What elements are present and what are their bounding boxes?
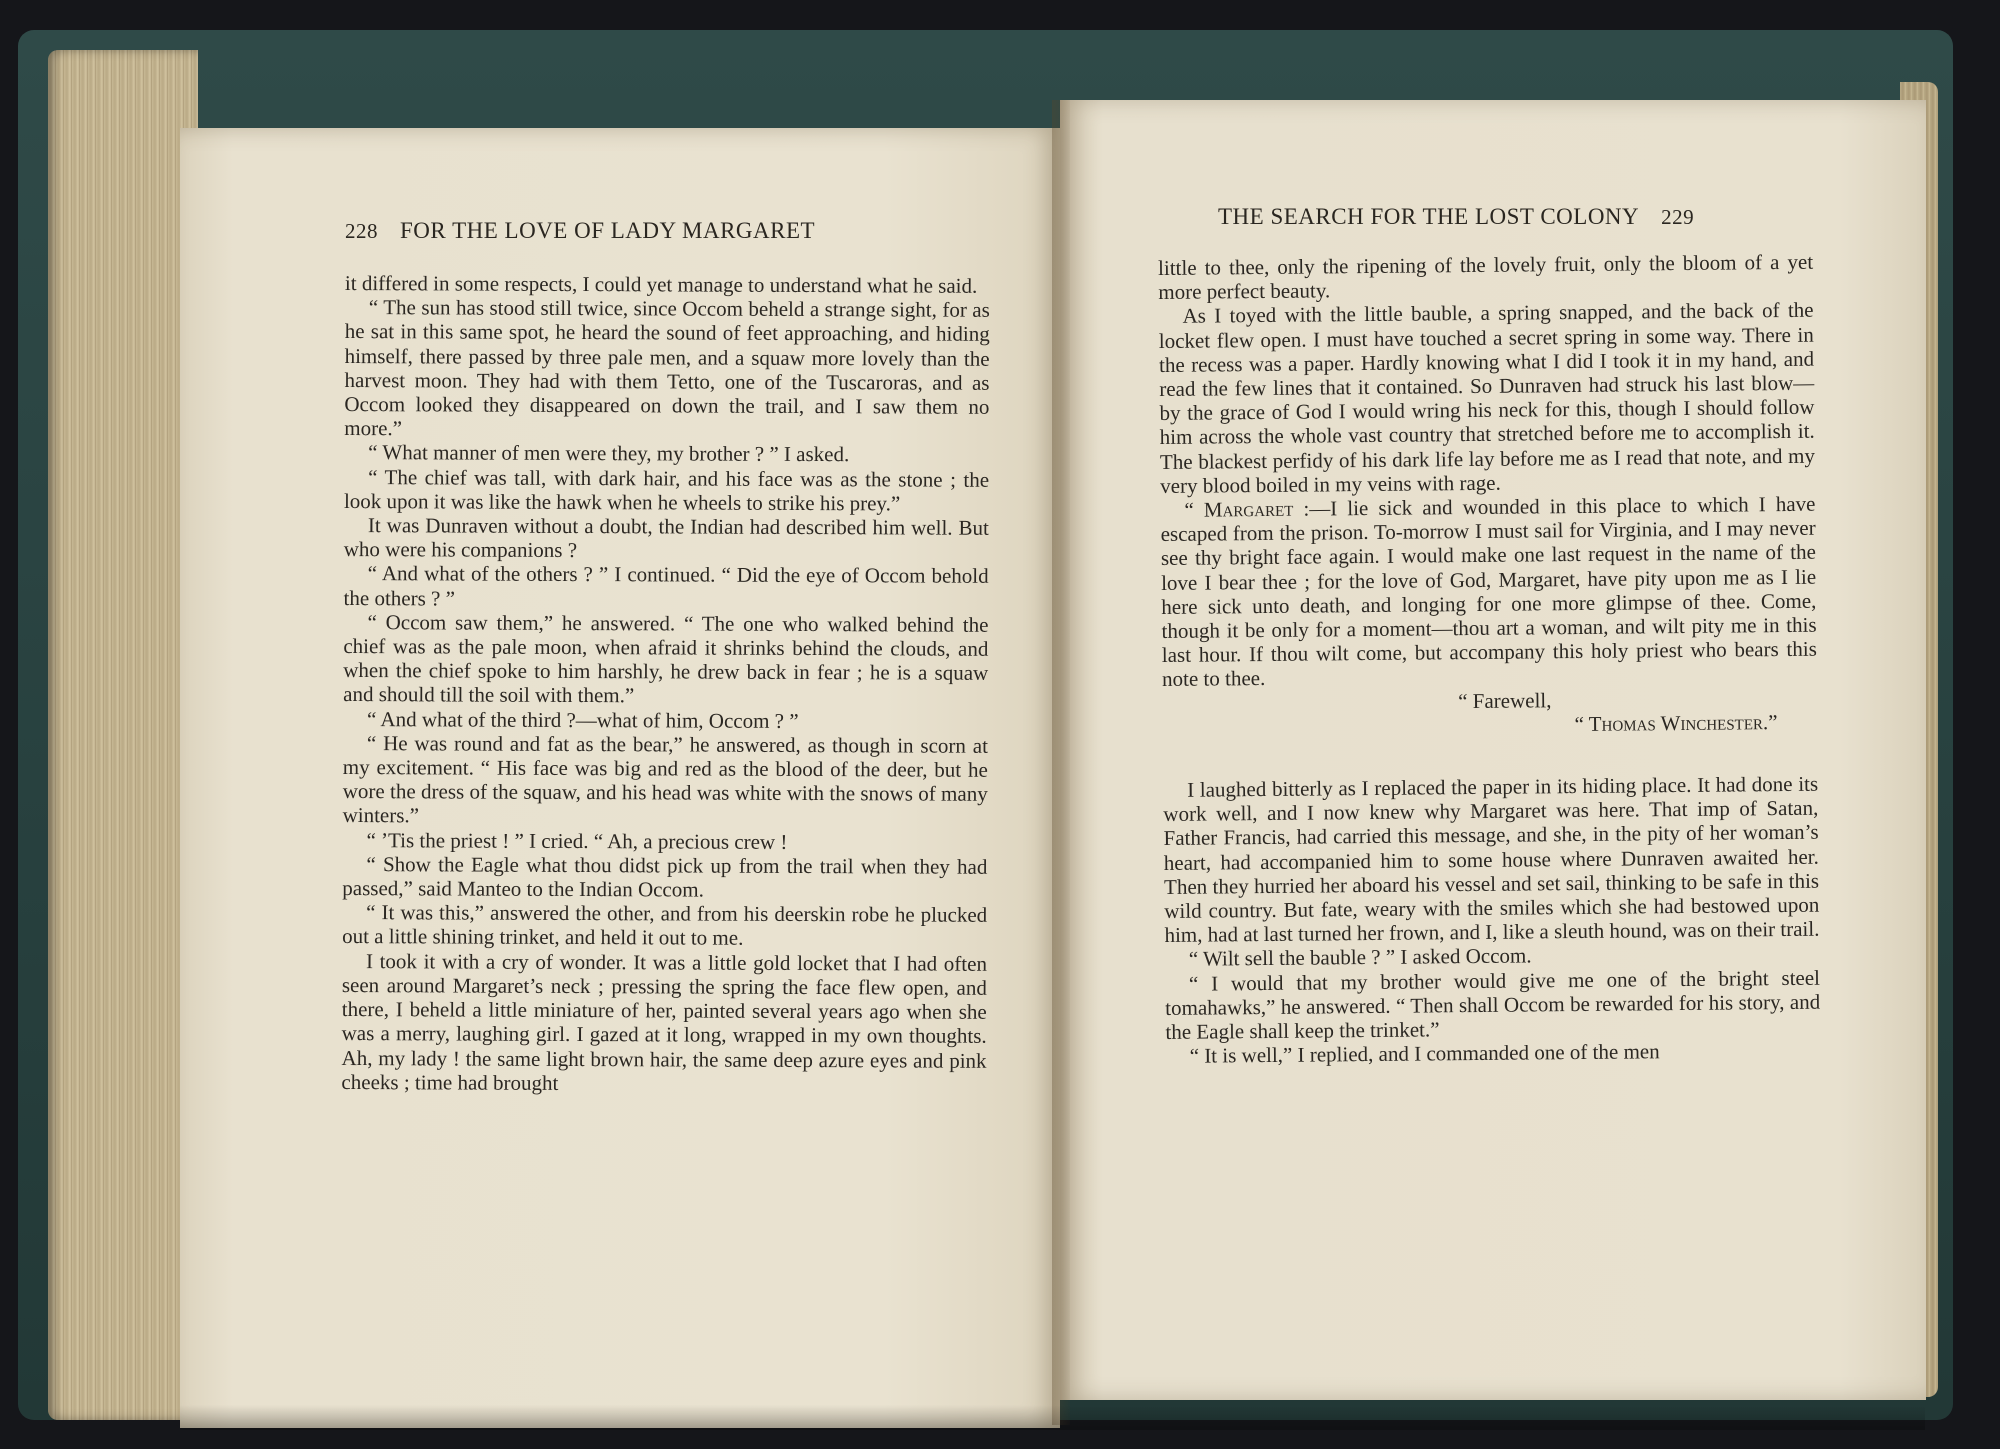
paragraph: “ The sun has stood still twice, since Occom beheld a strange sight, for as he sat in this same spot, he heard the sound of feet approaching, and hiding himself, there passed by three pale men, and a squaw more lovely than the harvest moon. They had with them Tetto, one of the Tuscaroras, and as Occom looked they disappeared on down the trail, and I saw them no more.” xyxy=(344,295,990,441)
left-running-title: FOR THE LOVE OF LADY MARGARET xyxy=(400,218,816,243)
bottom-shadow xyxy=(180,1405,1925,1430)
left-page-number: 228 xyxy=(345,219,378,243)
paragraph: “ What manner of men were they, my brother ? ” I asked. xyxy=(368,440,850,467)
paragraph: “ Wilt sell the bauble ? ” I asked Occom. xyxy=(1188,943,1532,972)
section-gap xyxy=(1163,734,1818,778)
paragraph: “ It is well,” I replied, and I commanded one of the men xyxy=(1189,1039,1660,1069)
paragraph: “ Occom saw them,” he answered. “ The one who walked behind the chief was as the pale moon, when afraid it shrinks behind the clouds, and when the chief spoke to him harshly, he drew back in fear ; he is a squaw and should till the soil with them.” xyxy=(343,609,989,708)
paragraph: “ The chief was tall, with dark hair, and his face was as the stone ; the look upon it was like the hawk when he wheels to strike his prey.” xyxy=(343,464,990,516)
right-running-title: THE SEARCH FOR THE LOST COLONY xyxy=(1218,204,1640,229)
book-gutter xyxy=(1052,100,1070,1425)
letter-farewell: “ Farewell, xyxy=(1458,687,1552,713)
paragraph: little to thee, only the ripening of the lovely fruit, only the bloom of a yet more perfect beauty. xyxy=(1158,249,1814,305)
paragraph: I took it with a cry of wonder. It was a little gold locket that I had often seen around Margaret’s neck ; pressing the spring the face flew open, and there, I beheld a little miniature of her, painted several years ago when she was a merry, laughing girl. I gazed at it long, wrapped in my own thoughts. Ah, my lady ! the same light brown hair, the same deep azure eyes and pink cheeks ; time had brought xyxy=(341,948,988,1095)
right-page-number: 229 xyxy=(1661,205,1695,229)
paragraph: “ ’Tis the priest ! ” I cried. “ Ah, a precious crew ! xyxy=(366,827,788,854)
left-running-head xyxy=(345,218,815,244)
paragraph: it differed in some respects, I could yet manage to understand what he said. xyxy=(344,271,978,298)
right-running-head xyxy=(1218,204,1694,230)
letter-text: :—I lie sick and wounded in this place to which I have escaped from the prison. To-morrow I must sail for Virginia, and I may never see thy bright face again. I would make one last request in the name of the love I bear thee ; for the love of God, Margaret, have pity upon me as I lie here sick unto death, and longing for one more glimpse of thee. Come, though it be only for a moment—thou art a woman, and wilt pity me in this last hour. If thou wilt come, but accompany this holy priest who bears this note to thee. xyxy=(1160,491,1817,692)
paragraph: “ He was round and fat as the bear,” he answered, as though in scorn at my excitement. “ His face was big and red as the blood of the deer, but he wore the dress of the squaw, and his head was white with the snows of many winters.” xyxy=(342,730,988,828)
paragraph: “ It was this,” answered the other, and from his deerskin robe he plucked out a little shining trinket, and held it out to me. xyxy=(342,900,988,951)
letter-body xyxy=(1160,492,1817,692)
paragraph: I laughed bitterly as I replaced the paper in its hiding place. It had done its work well, and I now knew why Margaret was here. That imp of Satan, Father Francis, had carried this message, and she, in the pity of her woman’s heart, had accompanied him to some house where Dunraven awaited her. Then they hurried her aboard his vessel and set sail, thinking to be safe in this wild country. But fate, weary with the smiles which she had bestowed upon him, had at last turned her frown, and I, like a sleuth hound, was on their trail. xyxy=(1163,771,1820,948)
paragraph: “ And what of the others ? ” I continued. “ Did the eye of Occom behold the others ? ” xyxy=(343,561,989,611)
right-page-text xyxy=(1158,250,1821,1069)
paragraph: It was Dunraven without a doubt, the Indian had described him well. But who were his companions ? xyxy=(343,513,989,563)
paragraph: “ Show the Eagle what thou didst pick up from the trail when they had passed,” said Manteo to the Indian Occom. xyxy=(342,851,988,902)
letter-signature: “ Thomas Winchester.” xyxy=(1574,709,1778,736)
paragraph: “ And what of the third ?—what of him, Occom ? ” xyxy=(366,706,799,733)
letter-salutation: “ Margaret xyxy=(1184,496,1294,522)
paragraph: “ I would that my brother would give me one of the bright steel tomahawks,” he answered. “ Then shall Occom be rewarded for his story, and the Eagle shall keep the trinket.” xyxy=(1165,965,1821,1045)
left-page-text xyxy=(341,271,990,1097)
paragraph: As I toyed with the little bauble, a spring snapped, and the back of the locket flew open. I must have touched a secret spring in some way. There in the recess was a paper. Hardly knowing what I did I took it in my hand, and read the few lines that it contained. So Dunraven had struck his last blow—by the grace of God I would wring his neck for this, though I should follow him across the whole vast country that stretched before me to accomplish it. The blackest perfidy of his dark life lay before me as I read that note, and my very blood boiled in my veins with rage. xyxy=(1158,298,1816,498)
page-edges-left xyxy=(48,50,198,1420)
